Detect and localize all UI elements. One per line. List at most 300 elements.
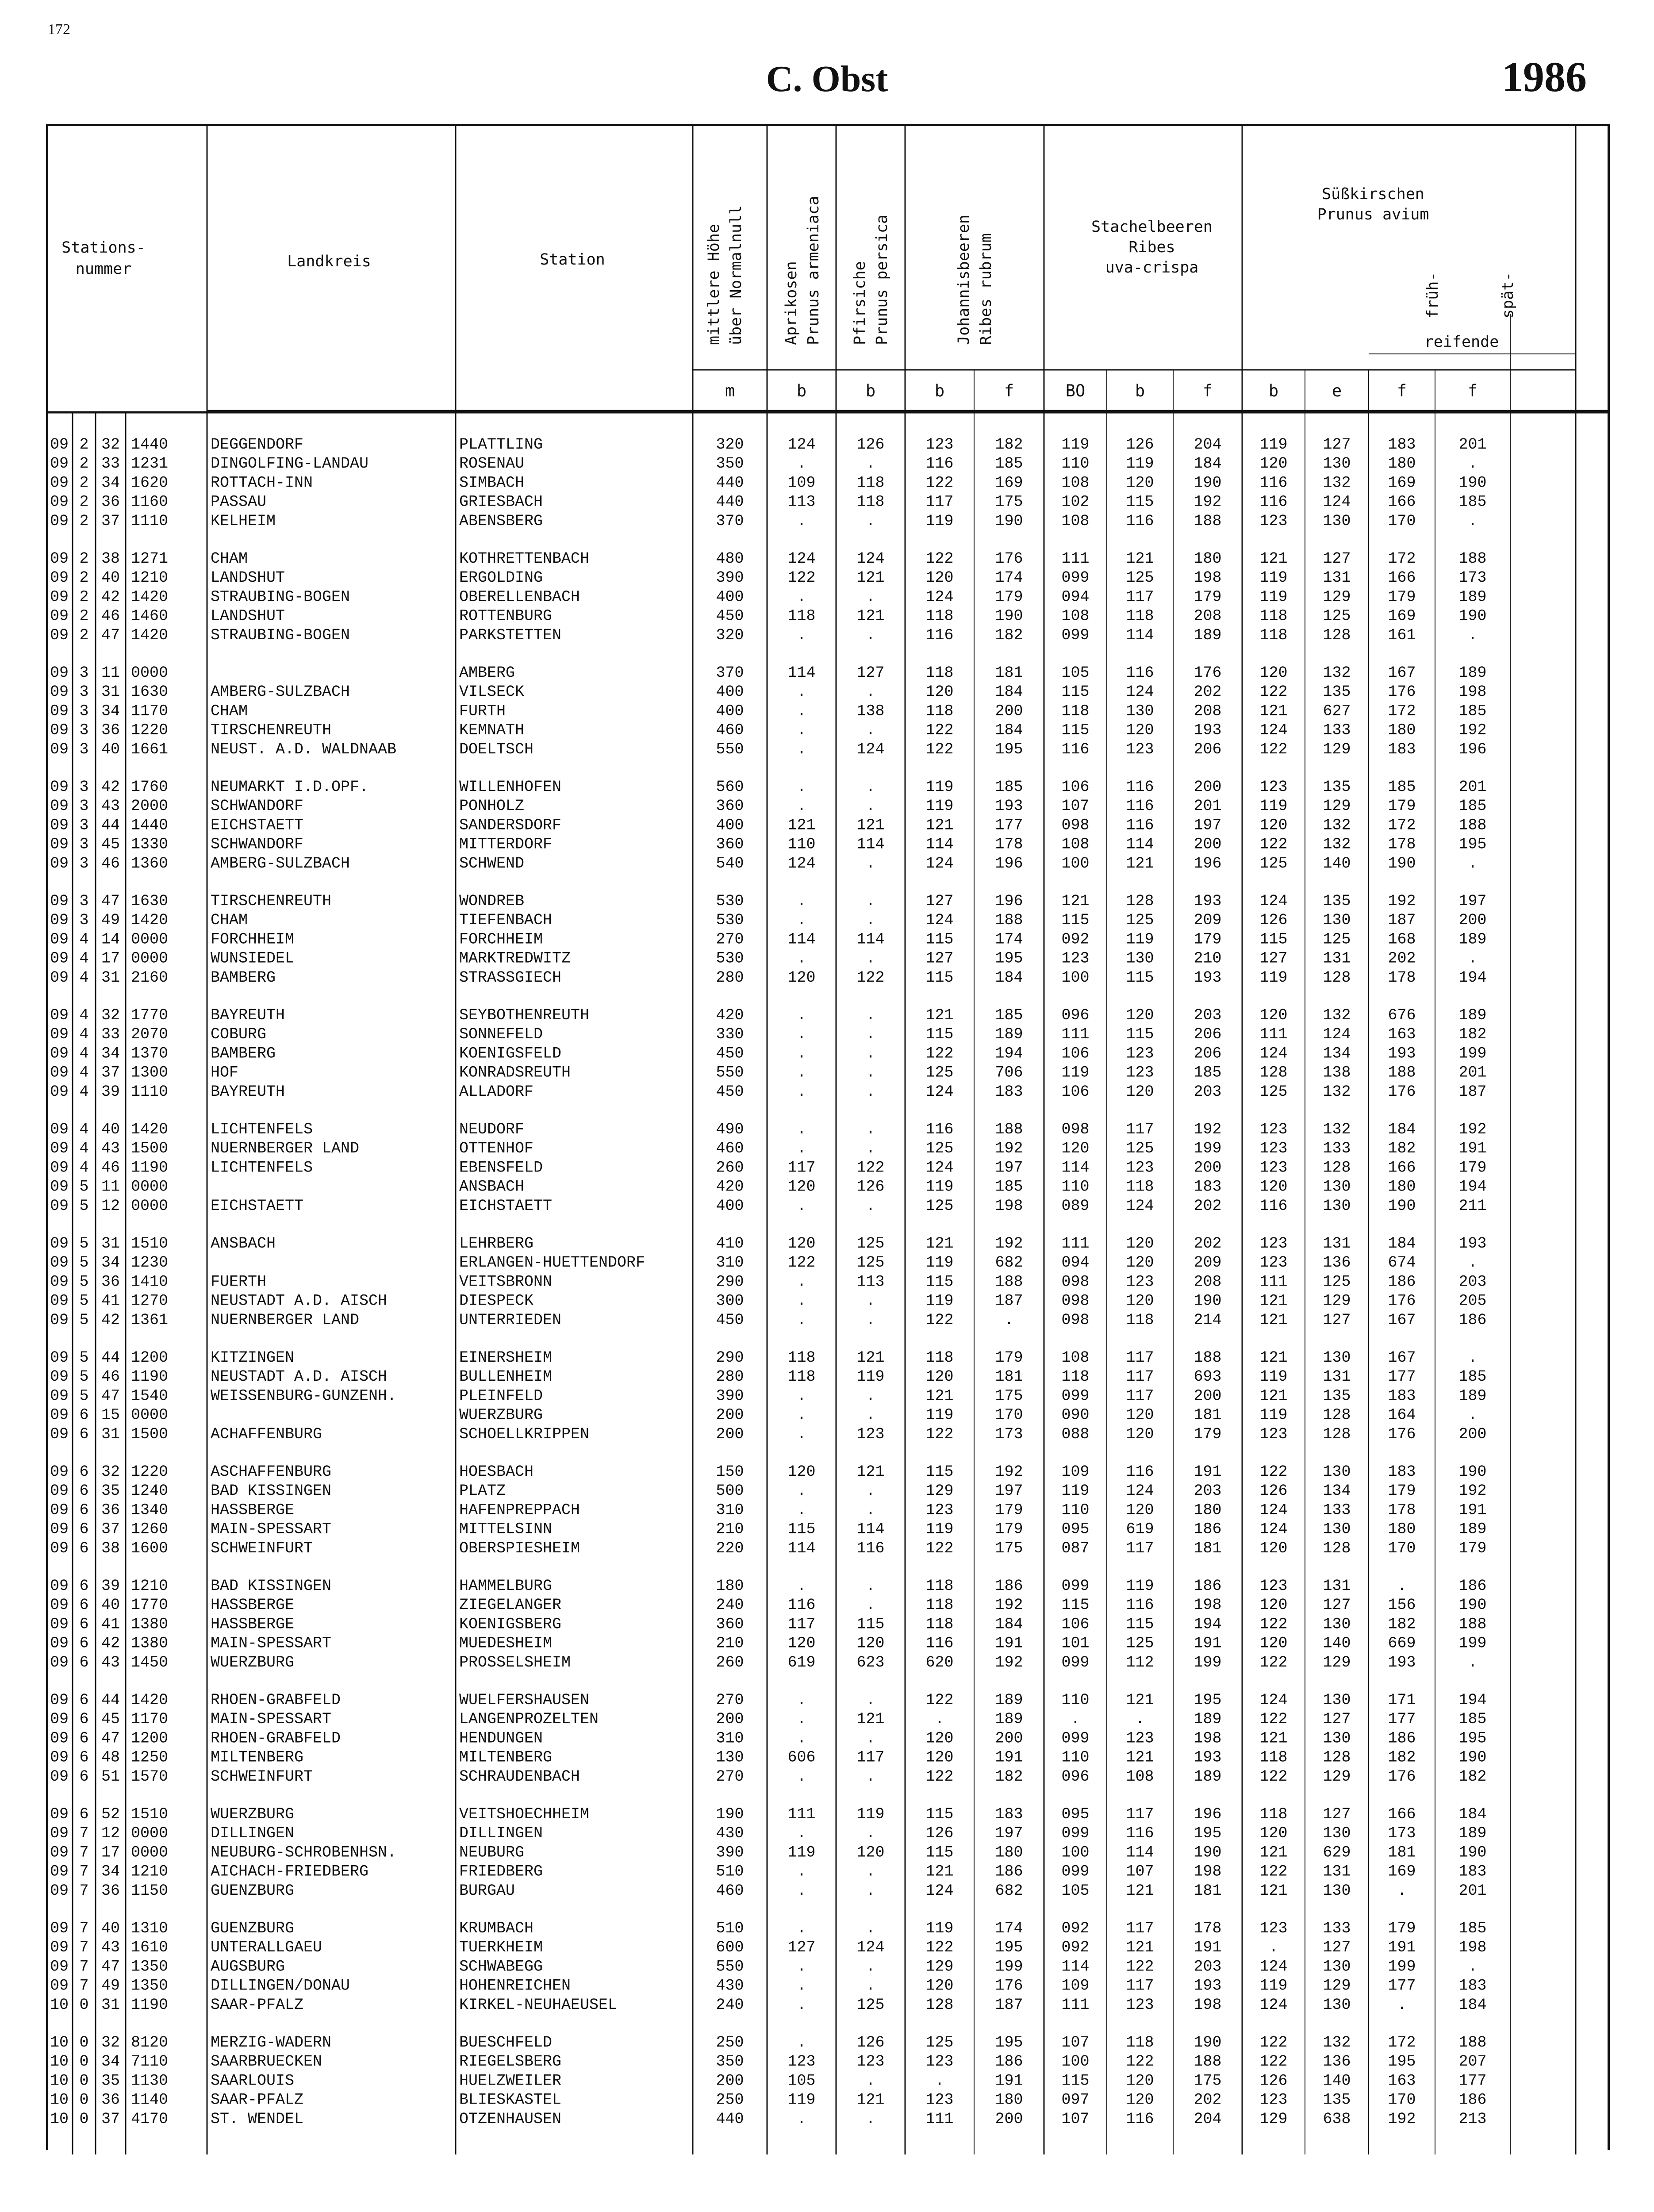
cell-code: 1760 (131, 778, 169, 796)
cell-hoehe: 440 (716, 493, 744, 511)
cell-jo_f: 191 (995, 2072, 1023, 2090)
cell-code: 1190 (131, 1996, 169, 2014)
cell-apr_b: 127 (787, 1939, 816, 1957)
cell-sk_e: 130 (1323, 1197, 1351, 1215)
cell-station: KOENIGSBERG (459, 1615, 562, 1633)
cell-sk_f_frueh: 193 (1388, 1045, 1416, 1063)
cell-jo_f: 192 (995, 1463, 1023, 1481)
cell-sk_f_frueh: 192 (1388, 892, 1416, 910)
cell-jo_b: 115 (925, 968, 954, 987)
cell-sk_f_spaet: 184 (1458, 1805, 1487, 1823)
cell-bezirk: 2 (79, 607, 89, 625)
cell-nr: 44 (101, 1349, 120, 1367)
cell-hoehe: 450 (716, 1311, 744, 1329)
cell-landkreis: FORCHHEIM (211, 930, 295, 949)
cell-jo_f: 185 (995, 1178, 1023, 1196)
cell-hoehe: 400 (716, 816, 744, 834)
cell-station: OBERSPIESHEIM (459, 1539, 580, 1557)
cell-st_bo: 111 (1061, 1235, 1090, 1252)
table-row (50, 2110, 1487, 2128)
cell-st_b: 121 (1126, 1939, 1154, 1957)
cell-sk_b: 119 (1259, 968, 1288, 987)
cell-apr_b: . (797, 911, 806, 929)
cell-st_bo: 102 (1061, 493, 1090, 511)
cell-hoehe: 360 (716, 1615, 744, 1633)
cell-apr_b: . (797, 455, 806, 473)
cell-sk_f_frueh: 176 (1388, 1292, 1416, 1310)
cell-bezirk: 2 (79, 455, 89, 473)
unit-label: b (796, 381, 807, 400)
cell-apr_b: . (797, 1767, 806, 1786)
cell-st_bo: 099 (1061, 626, 1090, 644)
cell-station: OTTENHOF (459, 1140, 534, 1158)
cell-pf_b: 126 (856, 1178, 885, 1196)
cell-station: WILLENHOFEN (459, 778, 562, 796)
cell-st_f: 198 (1193, 1596, 1222, 1614)
cell-sk_b: 119 (1259, 1977, 1288, 1995)
cell-bezirk: 0 (79, 1996, 89, 2014)
cell-nr: 35 (101, 1482, 120, 1500)
cell-landkreis: MAIN-SPESSART (211, 1520, 332, 1538)
cell-code: 1380 (131, 1634, 169, 1652)
cell-land: 09 (50, 626, 69, 644)
cell-st_b: 130 (1126, 702, 1154, 720)
cell-st_f: 192 (1193, 1121, 1222, 1138)
cell-jo_f: 185 (995, 778, 1023, 796)
cell-sk_f_spaet: 177 (1458, 2072, 1487, 2090)
cell-st_f: 693 (1193, 1368, 1222, 1386)
cell-nr: 49 (101, 911, 120, 929)
cell-sk_b: 116 (1259, 1197, 1288, 1215)
cell-sk_f_frueh: 177 (1388, 1710, 1416, 1728)
cell-bezirk: 4 (79, 1025, 89, 1044)
cell-jo_f: 200 (995, 1729, 1023, 1747)
cell-bezirk: 6 (79, 1748, 89, 1767)
cell-apr_b: 121 (787, 816, 816, 834)
cell-apr_b: . (797, 1729, 806, 1747)
cell-st_f: 193 (1193, 1977, 1222, 1995)
cell-st_b: 108 (1126, 1767, 1154, 1786)
cell-bezirk: 7 (79, 1977, 89, 1995)
page-number: 172 (48, 21, 70, 38)
table-row (50, 1235, 1487, 1252)
cell-sk_b: 120 (1259, 816, 1288, 834)
cell-jo_f: 191 (995, 1748, 1023, 1767)
cell-station: PONHOLZ (459, 797, 525, 815)
cell-jo_f: 179 (995, 588, 1023, 606)
cell-st_f: 195 (1193, 1691, 1222, 1709)
cell-sk_e: 140 (1323, 1634, 1351, 1652)
cell-nr: 36 (101, 1882, 120, 1900)
cell-sk_f_frueh: 166 (1388, 1159, 1416, 1177)
cell-jo_b: 115 (925, 1463, 954, 1481)
cell-apr_b: . (797, 1920, 806, 1937)
cell-bezirk: 4 (79, 1121, 89, 1138)
cell-landkreis: SCHWEINFURT (211, 1539, 313, 1557)
cell-st_f: 202 (1193, 683, 1222, 701)
cell-station: SONNEFELD (459, 1025, 543, 1044)
cell-sk_f_frueh: 180 (1388, 1520, 1416, 1538)
cell-jo_b: 121 (925, 1006, 954, 1024)
cell-st_bo: 099 (1061, 1653, 1090, 1671)
cell-sk_b: 123 (1259, 1121, 1288, 1138)
cell-bezirk: 7 (79, 1824, 89, 1843)
cell-landkreis: BAMBERG (211, 1045, 276, 1063)
cell-landkreis: NEUMARKT I.D.OPF. (211, 778, 369, 796)
cell-code: 1140 (131, 2091, 169, 2109)
cell-land: 09 (50, 1958, 69, 1976)
cell-jo_f: 682 (995, 1882, 1023, 1900)
cell-apr_b: 114 (787, 930, 816, 949)
cell-nr: 31 (101, 1996, 120, 2014)
table-row (50, 474, 1487, 492)
cell-st_f: 196 (1193, 854, 1222, 872)
cell-hoehe: 260 (716, 1653, 744, 1671)
cell-hoehe: 500 (716, 1482, 744, 1500)
cell-land: 09 (50, 740, 69, 758)
cell-station: KOTHRETTENBACH (459, 550, 590, 568)
cell-code: 1620 (131, 474, 169, 492)
cell-jo_b: 121 (925, 1387, 954, 1405)
cell-sk_f_spaet: . (1468, 1653, 1477, 1671)
cell-land: 09 (50, 474, 69, 492)
cell-sk_e: 138 (1323, 1064, 1351, 1082)
cell-sk_e: 130 (1323, 1615, 1351, 1633)
cell-pf_b: . (866, 1882, 875, 1900)
cell-sk_e: 627 (1323, 702, 1351, 720)
cell-land: 09 (50, 816, 69, 834)
cell-st_b: 120 (1126, 1501, 1154, 1519)
cell-sk_f_frueh: 192 (1388, 2110, 1416, 2128)
cell-st_bo: 094 (1061, 1254, 1090, 1272)
cell-sk_f_spaet: 189 (1458, 664, 1487, 682)
cell-code: 1190 (131, 1368, 169, 1386)
cell-jo_f: 196 (995, 854, 1023, 872)
cell-jo_b: 120 (925, 1368, 954, 1386)
cell-st_f: 191 (1193, 1634, 1222, 1652)
cell-sk_e: 133 (1323, 1501, 1351, 1519)
cell-nr: 11 (101, 1178, 120, 1196)
cell-sk_f_spaet: 185 (1458, 493, 1487, 511)
cell-sk_f_spaet: 195 (1458, 1729, 1487, 1747)
header-aprikosen-2: Prunus armeniaca (805, 196, 822, 345)
cell-nr: 43 (101, 1140, 120, 1158)
cell-pf_b: . (866, 1863, 875, 1881)
cell-code: 1110 (131, 1083, 169, 1101)
cell-st_f: 188 (1193, 512, 1222, 530)
cell-bezirk: 0 (79, 2034, 89, 2051)
cell-pf_b: 121 (856, 816, 885, 834)
cell-st_b: 125 (1126, 911, 1154, 929)
cell-landkreis: STRAUBING-BOGEN (211, 626, 350, 644)
cell-sk_e: 132 (1323, 474, 1351, 492)
header-hoehe-1: mittlere Höhe (705, 224, 723, 345)
cell-st_bo: 107 (1061, 2110, 1090, 2128)
header-suesskirschen-2: Prunus avium (1317, 206, 1429, 223)
cell-landkreis: EICHSTAETT (211, 816, 304, 834)
table-row (50, 1958, 1477, 1975)
cell-landkreis: MAIN-SPESSART (211, 1634, 332, 1652)
cell-jo_f: 197 (995, 1482, 1023, 1500)
cell-station: STRASSGIECH (459, 968, 562, 987)
cell-pf_b: . (866, 1006, 875, 1024)
cell-jo_b: 118 (925, 664, 954, 682)
cell-sk_f_frueh: 170 (1388, 2091, 1416, 2109)
cell-jo_b: 125 (925, 2034, 954, 2051)
cell-nr: 32 (101, 436, 120, 453)
cell-apr_b: 117 (787, 1615, 816, 1633)
header-spaet: spät- (1499, 272, 1517, 319)
cell-code: 1460 (131, 607, 169, 625)
cell-hoehe: 420 (716, 1178, 744, 1196)
cell-st_bo: 115 (1061, 2072, 1090, 2090)
cell-pf_b: . (866, 1577, 875, 1595)
cell-jo_f: 187 (995, 1996, 1023, 2014)
cell-sk_f_frueh: 183 (1388, 740, 1416, 758)
cell-st_f: 179 (1193, 588, 1222, 606)
cell-st_f: 204 (1193, 2110, 1222, 2128)
cell-bezirk: 2 (79, 474, 89, 492)
cell-nr: 35 (101, 2072, 120, 2090)
cell-station: PROSSELSHEIM (459, 1653, 571, 1671)
cell-jo_b: 120 (925, 683, 954, 701)
cell-nr: 31 (101, 683, 120, 701)
cell-pf_b: 126 (856, 2034, 885, 2051)
cell-landkreis: MILTENBERG (211, 1748, 304, 1767)
cell-sk_e: 134 (1323, 1482, 1351, 1500)
cell-landkreis: COBURG (211, 1025, 267, 1044)
cell-sk_f_spaet: 185 (1458, 1368, 1487, 1386)
cell-hoehe: 530 (716, 911, 744, 929)
cell-sk_b: 124 (1259, 1520, 1288, 1538)
cell-landkreis: AICHACH-FRIEDBERG (211, 1863, 369, 1881)
cell-st_bo: 087 (1061, 1539, 1090, 1557)
cell-st_bo: 110 (1061, 1178, 1090, 1196)
cell-landkreis: RHOEN-GRABFELD (211, 1691, 341, 1709)
cell-apr_b: . (797, 1710, 806, 1728)
cell-jo_b: 122 (925, 550, 954, 568)
cell-bezirk: 2 (79, 436, 89, 453)
cell-jo_f: 189 (995, 1025, 1023, 1044)
cell-station: MITTERDORF (459, 835, 553, 853)
cell-apr_b: 119 (787, 2091, 816, 2109)
cell-sk_e: 132 (1323, 1121, 1351, 1138)
cell-landkreis: BAYREUTH (211, 1083, 285, 1101)
cell-nr: 39 (101, 1577, 120, 1595)
header-stations-nummer-2: nummer (75, 260, 132, 278)
cell-apr_b: . (797, 702, 806, 720)
cell-nr: 44 (101, 816, 120, 834)
cell-jo_b: 123 (925, 2053, 954, 2071)
cell-jo_f: 181 (995, 1368, 1023, 1386)
cell-code: 1350 (131, 1977, 169, 1995)
cell-bezirk: 5 (79, 1349, 89, 1367)
cell-nr: 15 (101, 1406, 120, 1424)
cell-st_bo: 119 (1061, 1482, 1090, 1500)
cell-sk_f_spaet: 197 (1458, 892, 1487, 910)
cell-sk_f_spaet: 179 (1458, 1539, 1487, 1557)
cell-apr_b: . (797, 1882, 806, 1900)
cell-jo_f: 195 (995, 1939, 1023, 1957)
cell-pf_b: . (866, 721, 875, 739)
cell-nr: 38 (101, 1539, 120, 1557)
cell-station: BURGAU (459, 1882, 515, 1900)
cell-st_bo: 111 (1061, 1996, 1090, 2014)
cell-jo_b: 124 (925, 911, 954, 929)
cell-landkreis: WEISSENBURG-GUNZENH. (211, 1387, 397, 1405)
cell-hoehe: 550 (716, 740, 744, 758)
cell-apr_b: . (797, 1691, 806, 1709)
cell-pf_b: 138 (856, 702, 885, 720)
cell-sk_f_frueh: 199 (1388, 1958, 1416, 1976)
cell-code: 0000 (131, 1406, 169, 1424)
cell-sk_f_spaet: 200 (1458, 911, 1487, 929)
cell-st_bo: 111 (1061, 1025, 1090, 1044)
cell-landkreis: NEUST. A.D. WALDNAAB (211, 740, 397, 758)
cell-nr: 42 (101, 1634, 120, 1652)
cell-hoehe: 270 (716, 1767, 744, 1786)
cell-sk_b: 123 (1259, 778, 1288, 796)
cell-sk_b: 121 (1259, 1387, 1288, 1405)
cell-st_bo: 108 (1061, 1349, 1090, 1367)
cell-st_f: 203 (1193, 1006, 1222, 1024)
cell-jo_b: 124 (925, 1159, 954, 1177)
table-row (50, 436, 1487, 453)
cell-landkreis: DINGOLFING-LANDAU (211, 455, 369, 473)
table-row (50, 1368, 1487, 1386)
cell-apr_b: 109 (787, 474, 816, 492)
cell-st_f: 197 (1193, 816, 1222, 834)
cell-pf_b: . (866, 455, 875, 473)
cell-jo_f: 191 (995, 1634, 1023, 1652)
cell-pf_b: . (866, 1121, 875, 1138)
cell-sk_f_frueh: 172 (1388, 702, 1416, 720)
cell-pf_b: . (866, 2110, 875, 2128)
cell-station: SCHRAUDENBACH (459, 1767, 580, 1786)
cell-jo_f: 193 (995, 797, 1023, 815)
cell-hoehe: 400 (716, 702, 744, 720)
cell-st_bo: 110 (1061, 1501, 1090, 1519)
unit-label: b (865, 381, 876, 400)
cell-sk_e: 135 (1323, 1387, 1351, 1405)
cell-land: 09 (50, 1349, 69, 1367)
cell-land: 09 (50, 1748, 69, 1767)
cell-land: 09 (50, 436, 69, 453)
cell-apr_b: . (797, 1064, 806, 1082)
cell-jo_b: . (935, 2072, 944, 2090)
cell-station: ALLADORF (459, 1083, 534, 1101)
cell-sk_e: 140 (1323, 854, 1351, 872)
table-row (50, 1521, 1487, 1538)
cell-sk_e: 130 (1323, 1178, 1351, 1196)
cell-apr_b: 111 (787, 1805, 816, 1823)
cell-land: 09 (50, 1615, 69, 1633)
cell-sk_f_spaet: 190 (1458, 1463, 1487, 1481)
cell-hoehe: 560 (716, 778, 744, 796)
cell-st_bo: 115 (1061, 911, 1090, 929)
cell-apr_b: . (797, 2110, 806, 2128)
cell-jo_f: 177 (995, 816, 1023, 834)
cell-sk_e: 128 (1323, 968, 1351, 987)
cell-st_f: 202 (1193, 2091, 1222, 2109)
cell-hoehe: 430 (716, 1977, 744, 1995)
cell-sk_f_spaet: 190 (1458, 607, 1487, 625)
cell-nr: 34 (101, 702, 120, 720)
cell-sk_f_frueh: 163 (1388, 2072, 1416, 2090)
cell-code: 0000 (131, 1843, 169, 1862)
cell-nr: 42 (101, 778, 120, 796)
cell-sk_f_spaet: 186 (1458, 1577, 1487, 1595)
cell-station: SCHWABEGG (459, 1958, 543, 1976)
table-row (50, 493, 1487, 511)
cell-apr_b: . (797, 1482, 806, 1500)
cell-station: DOELTSCH (459, 740, 534, 758)
cell-bezirk: 0 (79, 2110, 89, 2128)
cell-station: LANGENPROZELTEN (459, 1710, 599, 1728)
cell-land: 09 (50, 1843, 69, 1862)
cell-st_b: 122 (1126, 1958, 1154, 1976)
cell-sk_f_frueh: 179 (1388, 1482, 1416, 1500)
cell-station: GRIESBACH (459, 493, 543, 511)
cell-jo_f: 185 (995, 1006, 1023, 1024)
cell-code: 0000 (131, 1178, 169, 1196)
cell-station: MITTELSINN (459, 1520, 553, 1538)
cell-jo_f: . (1004, 1311, 1014, 1329)
cell-station: KONRADSREUTH (459, 1064, 571, 1082)
cell-bezirk: 7 (79, 1920, 89, 1937)
cell-st_b: 114 (1126, 835, 1154, 853)
cell-code: 1340 (131, 1501, 169, 1519)
cell-landkreis: MERZIG-WADERN (211, 2034, 332, 2051)
cell-nr: 33 (101, 455, 120, 473)
cell-station: OTZENHAUSEN (459, 2110, 562, 2128)
cell-land: 09 (50, 588, 69, 606)
table-row (50, 1729, 1487, 1747)
cell-st_b: 116 (1126, 1596, 1154, 1614)
cell-land: 09 (50, 1539, 69, 1557)
cell-land: 09 (50, 930, 69, 949)
cell-nr: 51 (101, 1767, 120, 1786)
cell-apr_b: 120 (787, 1235, 816, 1252)
cell-sk_e: 130 (1323, 1520, 1351, 1538)
cell-st_b: 125 (1126, 1140, 1154, 1158)
cell-jo_b: 122 (925, 721, 954, 739)
cell-nr: 12 (101, 1824, 120, 1843)
cell-st_b: 121 (1126, 550, 1154, 568)
cell-nr: 37 (101, 1064, 120, 1082)
cell-bezirk: 5 (79, 1197, 89, 1215)
cell-landkreis: PASSAU (211, 493, 267, 511)
cell-sk_e: 125 (1323, 930, 1351, 949)
cell-hoehe: 530 (716, 949, 744, 968)
cell-hoehe: 310 (716, 1254, 744, 1272)
cell-sk_f_spaet: . (1468, 949, 1477, 968)
table-row (50, 1406, 1477, 1424)
cell-landkreis: ROTTACH-INN (211, 474, 313, 492)
cell-station: BULLENHEIM (459, 1368, 553, 1386)
cell-apr_b: 124 (787, 436, 816, 453)
table-row (50, 1863, 1487, 1881)
cell-code: 1310 (131, 1920, 169, 1937)
cell-hoehe: 390 (716, 569, 744, 587)
cell-jo_f: 174 (995, 1920, 1023, 1937)
cell-bezirk: 6 (79, 1691, 89, 1709)
cell-apr_b: 120 (787, 1463, 816, 1481)
cell-pf_b: 114 (856, 930, 885, 949)
cell-pf_b: 124 (856, 550, 885, 568)
cell-sk_f_spaet: 195 (1458, 835, 1487, 853)
cell-jo_b: 116 (925, 1121, 954, 1138)
